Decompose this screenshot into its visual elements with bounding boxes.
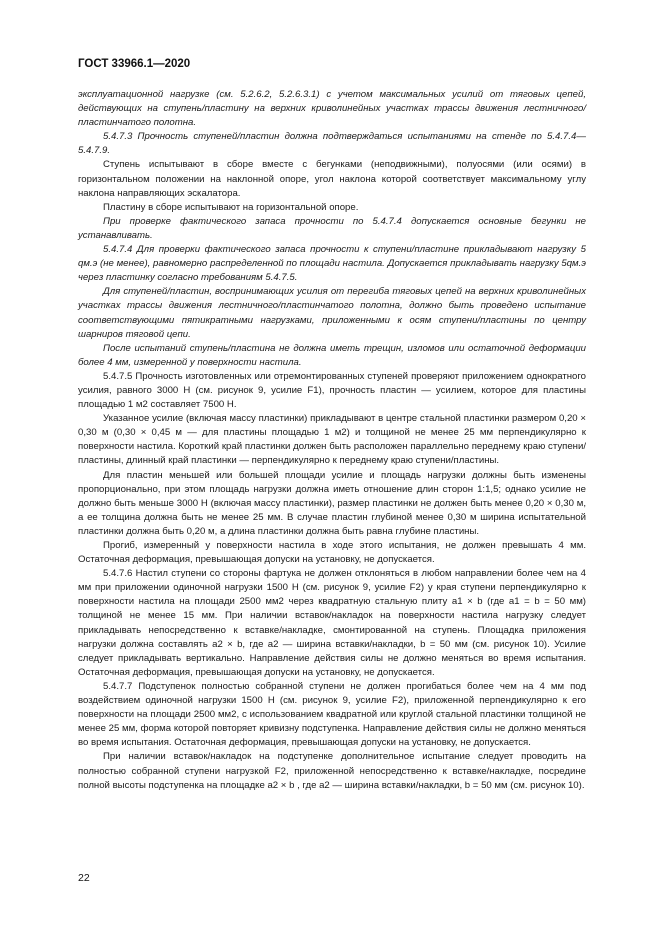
paragraph: После испытаний ступень/пластина не должна иметь трещин, изломов или остаточной деформации более 4 мм, измеренной у поверхности настила.: [78, 342, 586, 368]
paragraph: 5.4.7.3 Прочность ступеней/пластин должна подтверждаться испытаниями на стенде по 5.4.7.4—5.4.7.9.: [78, 131, 586, 157]
paragraph: При проверке фактического запаса прочности по 5.4.7.4 допускается основные бегунки не устанавливать.: [78, 215, 586, 241]
paragraph: 5.4.7.4 Для проверки фактического запаса прочности к ступени/пластине прикладывают нагрузку 5 qм.э (не менее), равномерно распределенной по площади настила. Допускается прикладывать нагрузку 5qм.э через пластинку согласно требованиям 5.4.7.5.: [78, 244, 586, 284]
document-header: ГОСТ 33966.1—2020: [78, 58, 191, 70]
paragraph: эксплуатационной нагрузке (см. 5.2.6.2, 5.2.6.3.1) с учетом максимальных усилий от тяговых цепей, действующих на ступень/пластину на верхних криволинейных участках трассы движения лестничного/пластинчатого полотна.: [78, 89, 586, 129]
paragraph: Прогиб, измеренный у поверхности настила в ходе этого испытания, не должен превышать 4 мм. Остаточная деформация, превышающая допуски на установку, не допускается.: [78, 540, 586, 566]
paragraph: Для пластин меньшей или большей площади усилие и площадь нагрузки должны быть изменены пропорционально, при этом площадь нагрузки должна иметь отношение длин сторон 1:1,5; однако усилие не должно быть меньше 3000 Н (включая массу пластинки), размер пластинки не должен быть менее 0,20 × 0,30 м, а ее толщина должна быть не менее 25 мм. В случае пластин глубиной менее 0,30 м ширина испытательной пластинки должна быть 0,20 м, а длина пластинки должна быть равна глубине пластины.: [78, 469, 586, 537]
paragraph: Пластину в сборе испытывают на горизонтальной опоре.: [103, 201, 359, 213]
document-body: [78, 88, 586, 793]
paragraph: Указанное усилие (включая массу пластинки) прикладывают в центре стальной пластинки размером 0,20 × 0,30 м (0,30 × 0,45 м — для пластины площадью 1 м2) и толщиной не менее 25 мм перпендикулярно к поверхности настила. Короткий край пластинки должен быть расположен параллельно переднему краю ступени/пластины, длинный край пластинки — перпендикулярно к переднему краю ступени/пластины.: [78, 413, 586, 467]
page-number: 22: [78, 872, 90, 884]
paragraph: 5.4.7.7 Подступенок полностью собранной ступени не должен прогибаться более чем на 4 мм под воздействием одиночной нагрузки 1500 Н (см. рисунок 9, усилие F2), приложенной перпендикулярно к его поверхности на площади 2500 мм2, с использованием квадратной или круглой стальной пластинки толщиной не менее 25 мм, форма которой повторяет кривизну подступенка. Направление действия силы не должно меняться во время испытания. Остаточная деформация, превышающая допуски на установку, не допускается.: [78, 680, 586, 749]
paragraph: Для ступеней/пластин, воспринимающих усилия от перегиба тяговых цепей на верхних криволинейных участках трассы движения лестничного/пластинчатого полотна, должно быть проведено испытание соответствующими пятикратными нагрузками, приложенными к осям ступени/пластины по центру шарниров тяговой цепи.: [78, 286, 586, 340]
document-page: [78, 58, 586, 793]
paragraph: При наличии вставок/накладок на подступенке дополнительное испытание следует проводить на полностью собранной ступени нагрузкой F2, приложенной непосредственно к вставке/накладке, посредине полной высоты подступенка на площадке a2 × b , где a2 — ширина вставки/накладки, b = 50 мм (см. рисунок 10).: [78, 751, 586, 791]
paragraph: 5.4.7.6 Настил ступени со стороны фартука не должен отклоняться в любом направлении более чем на 4 мм при приложении одиночной нагрузки 1500 Н (см. рисунок 9, усилие F2) у края ступени перпендикулярно к поверхности настила на площади 2500 мм2 через квадратную стальную плиту a1 × b (где a1 = b = 50 мм) толщиной не менее 15 мм. При наличии вставок/накладок на поверхности настила нагрузку следует прикладывать непосредственно к вставке/накладке, смонтированной на ступень. Площадка приложения нагрузки должна составлять a2 × b, где a2 — ширина вставки/накладки, b = 50 мм (см. рисунок 10). Усилие следует прикладывать вертикально. Направление действия силы не должно меняться во время испытания. Остаточная деформация, превышающая допуски на установку, не допускается.: [78, 568, 586, 678]
paragraph: Ступень испытывают в сборе вместе с бегунками (неподвижными), полуосями (или осями) в горизонтальном положении на наклонной опоре, угол наклона которой соответствует максимальному углу наклона направляющих эскалатора.: [78, 159, 586, 199]
paragraph: 5.4.7.5 Прочность изготовленных или отремонтированных ступеней проверяют приложением однократного усилия, равного 3000 Н (см. рисунок 9, усилие F1), прочность пластин — усилием, которое для пластины площадью 1 м2 составляет 7500 Н.: [78, 370, 586, 411]
